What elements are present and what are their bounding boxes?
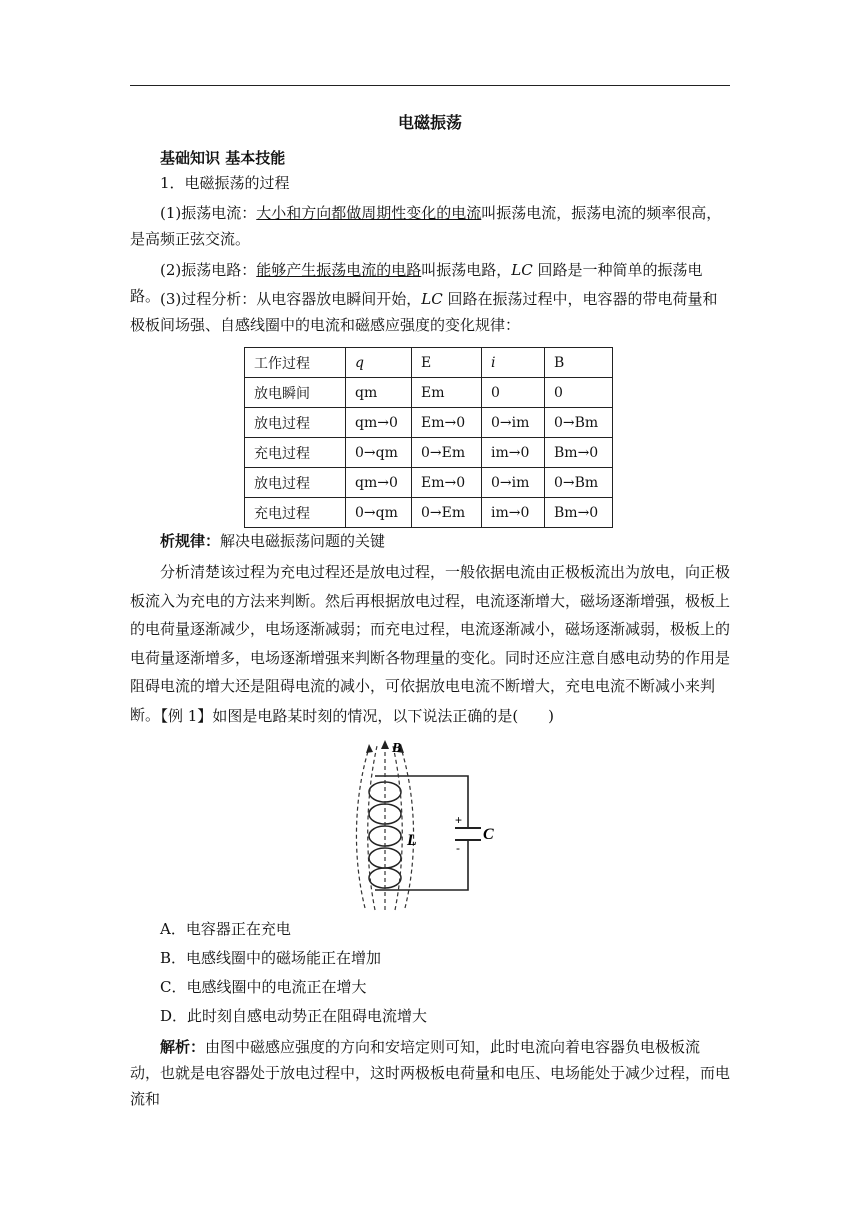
table-row <box>245 468 613 498</box>
p3-lead: (3)过程分析：从电容器放电瞬间开始， <box>160 290 422 308</box>
circuit-wire-bottom <box>375 840 468 890</box>
option-c: C．电感线圈中的电流正在增大 <box>160 978 367 996</box>
table-cell: 0→Bm <box>545 408 613 438</box>
p2-rest: 回路是一种简单的振荡电路。 <box>130 261 703 305</box>
table-cell: 0→im <box>482 408 545 438</box>
table-cell: 0→Em <box>412 498 482 528</box>
table-cell: 放电过程 <box>245 468 346 498</box>
example-label: 【例 1】 <box>153 707 213 725</box>
paragraph-oscillating-current <box>130 200 730 252</box>
label-minus: - <box>456 841 460 855</box>
solution-paragraph <box>130 1034 730 1112</box>
table-cell: Em <box>412 378 482 408</box>
p2-underline: 能够产生振荡电流的电路 <box>256 261 422 279</box>
table-cell: 0→Bm <box>545 468 613 498</box>
table-cell: 0→qm <box>346 438 412 468</box>
example-text: 如图是电路某时刻的情况，以下说法正确的是( ) <box>212 707 555 725</box>
table-cell: 0→im <box>482 468 545 498</box>
item-heading: 1．电磁振荡的过程 <box>160 174 290 192</box>
table-cell: qm→0 <box>346 408 412 438</box>
p2-lc: LC <box>511 261 533 279</box>
p2-lead: (2)振荡电路： <box>160 261 257 279</box>
table-header-cell: B <box>545 348 613 378</box>
magnetic-field-lines <box>356 746 413 910</box>
p3-rest: 回路在振荡过程中，电容器的带电荷量和极板间场强、自感线圈中的电流和磁感应强度的变化规律： <box>130 290 718 334</box>
table-header-cell: 工作过程 <box>245 348 346 378</box>
table-cell: Bm→0 <box>545 498 613 528</box>
table-header-cell: i <box>482 348 545 378</box>
table-row <box>245 408 613 438</box>
table-cell: im→0 <box>482 498 545 528</box>
option-d: D．此时刻自感电动势正在阻碍电流增大 <box>160 1007 428 1025</box>
table-cell: qm→0 <box>346 468 412 498</box>
table-cell: Em→0 <box>412 408 482 438</box>
table-cell: 放电过程 <box>245 408 346 438</box>
table-row <box>245 378 613 408</box>
option-b: B．电感线圈中的磁场能正在增加 <box>160 949 382 967</box>
p1-underline: 大小和方向都做周期性变化的电流 <box>256 204 482 222</box>
rule-text: 解决电磁振荡问题的关键 <box>220 532 386 550</box>
table-row <box>245 498 613 528</box>
solution-label: 解析： <box>160 1038 206 1056</box>
rule-label: 析规律： <box>160 532 221 550</box>
table-cell: qm <box>346 378 412 408</box>
section-heading: 基础知识 基本技能 <box>160 149 286 167</box>
table-cell: Bm→0 <box>545 438 613 468</box>
table-cell: 0→qm <box>346 498 412 528</box>
table-cell: 0 <box>482 378 545 408</box>
label-B: B <box>392 741 402 756</box>
lc-circuit-figure <box>355 740 505 915</box>
table-cell: 充电过程 <box>245 438 346 468</box>
option-a: A．电容器正在充电 <box>160 920 291 938</box>
solution-text: 由图中磁感应强度的方向和安培定则可知，此时电流向着电容器负电极板流动，也就是电容器处于放电过程中，这时两极板电荷量和电压、电场能处于减少过程，而电流和 <box>130 1038 731 1108</box>
table-row <box>245 438 613 468</box>
label-C: C <box>483 826 494 843</box>
analysis-paragraph: 分析清楚该过程为充电过程还是放电过程，一般依据电流由正极板流出为放电，向正极板流入为充电的方法来判断。然后再根据放电过程，电流逐渐增大，磁场逐渐增强，极板上的电荷量逐渐减少，电场逐渐减弱；而充电过程，电流逐渐减小，磁场逐渐减弱，极板上的电荷量逐渐增多，电场逐渐增强来判断各物理量的变化。同时还应注意自感电动势的作用是阻碍电流的增大还是阻碍电流的减小，可依据放电电流不断增大，充电电流不断减小来判断。 <box>130 563 731 724</box>
table-cell: 0 <box>545 378 613 408</box>
paragraph-process-analysis <box>130 286 730 338</box>
table-cell: Em→0 <box>412 468 482 498</box>
p2-mid: 叫振荡电路， <box>421 261 512 279</box>
table-header-cell: E <box>412 348 482 378</box>
example-question <box>153 703 730 729</box>
page-title: 电磁振荡 <box>397 113 462 132</box>
p1-rest: 叫振荡电流，振荡电流的频率很高，是高频正弦交流。 <box>130 204 722 248</box>
p3-lc: LC <box>421 290 443 308</box>
table-header-row <box>245 348 613 378</box>
table-cell: 充电过程 <box>245 498 346 528</box>
label-plus: + <box>455 813 463 827</box>
oscillation-table <box>244 347 613 528</box>
table-cell: 放电瞬间 <box>245 378 346 408</box>
p1-lead: (1)振荡电流： <box>160 204 257 222</box>
header-rule <box>130 85 730 86</box>
table-cell: 0→Em <box>412 438 482 468</box>
table-header-cell: q <box>346 348 412 378</box>
rule-heading <box>160 528 730 554</box>
label-L: L <box>407 832 417 849</box>
table-cell: im→0 <box>482 438 545 468</box>
